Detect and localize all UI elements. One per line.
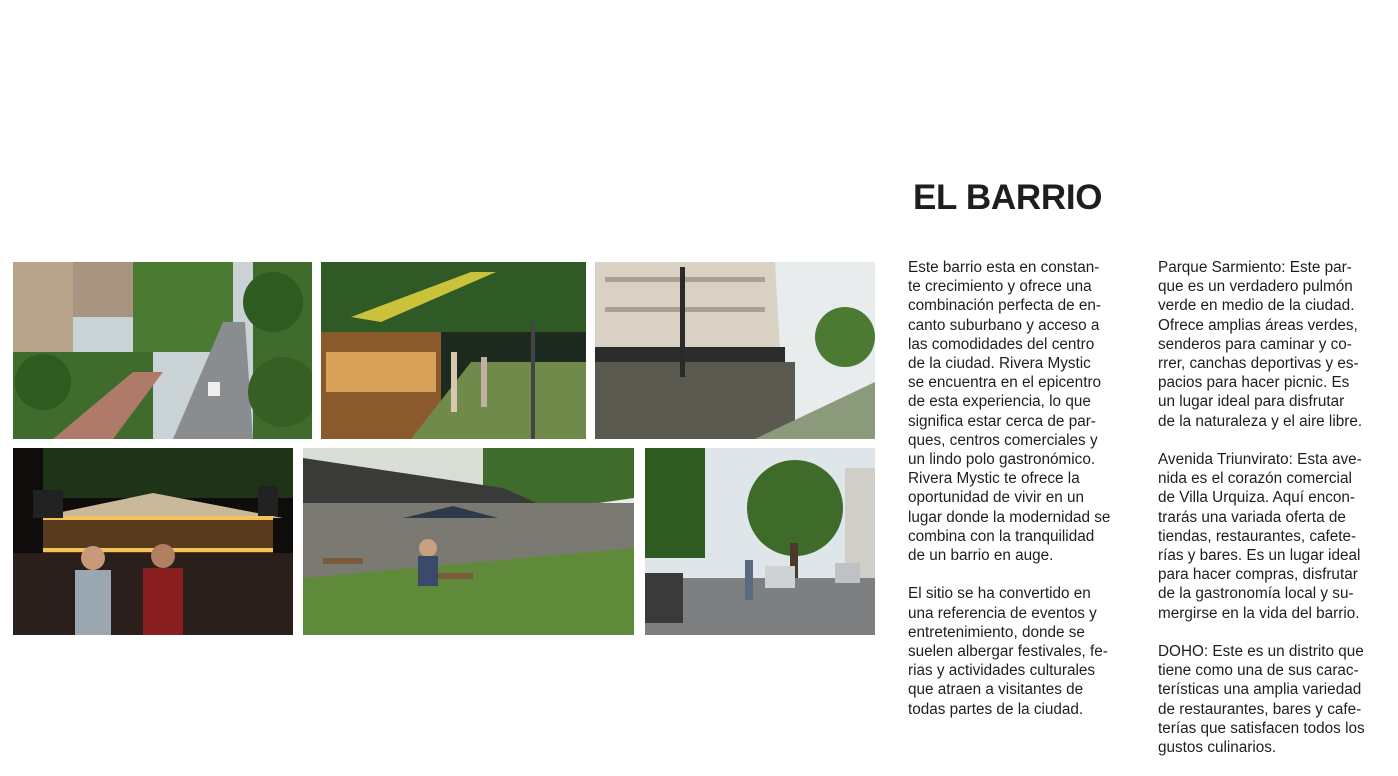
photo-street — [645, 448, 875, 635]
parque-sarmiento-paragraph: Parque Sarmiento: Este par- que es un verdadero pulmón verde en medio de la ciudad. Ofrece amplias áreas verdes, senderos para caminar y co- rrer, canchas deportivas y es- pacios para hacer picnic. Es un lugar ideal para disfrutar de la naturaleza y el aire libre. — [1158, 259, 1363, 430]
avenida-triunvirato-paragraph: Avenida Triunvirato: Esta ave- nida es el corazón comercial de Villa Urquiza. Aquí encon- trarás una variada oferta de tiendas, restaurantes, cafete- rías y bares. Es un lugar ideal para hacer compras, disfrutar de la gastronomía local y su- mergirse en la vida del barrio. — [1158, 451, 1362, 622]
photo-avenue — [13, 262, 312, 439]
left-text-column — [908, 258, 1133, 738]
photo-cafe-building — [595, 262, 875, 439]
photo-market — [321, 262, 586, 439]
photo-garden-cafe — [303, 448, 634, 635]
intro-paragraph: Este barrio esta en constan- te crecimiento y ofrece una combinación perfecta de en- canto suburbano y acceso a las comodidades del centro de la ciudad. Rivera Mystic se encuentra en el epicentro de esta experiencia, lo que significa estar cerca de par- ques, centros comerciales y un lindo polo gastronómico. Rivera Mystic te ofrece la oportunidad de vivir en un lugar donde la modernidad se combina con la tranquilidad de un barrio en auge. — [908, 259, 1111, 565]
photo-night-stall — [13, 448, 293, 635]
right-text-column — [1158, 258, 1390, 776]
doho-paragraph: DOHO: Este es un distrito que tiene como una de sus carac- terísticas una amplia variedad de restaurantes, bares y cafe- terías que satisfacen todos los gustos culinarios. — [1158, 643, 1365, 757]
page-title: EL BARRIO — [913, 178, 1103, 217]
events-paragraph: El sitio se ha convertido en una referencia de eventos y entretenimiento, donde se suelen albergar festivales, fe- rias y actividades culturales que atraen a visitantes de todas partes de la ciudad. — [908, 585, 1108, 718]
